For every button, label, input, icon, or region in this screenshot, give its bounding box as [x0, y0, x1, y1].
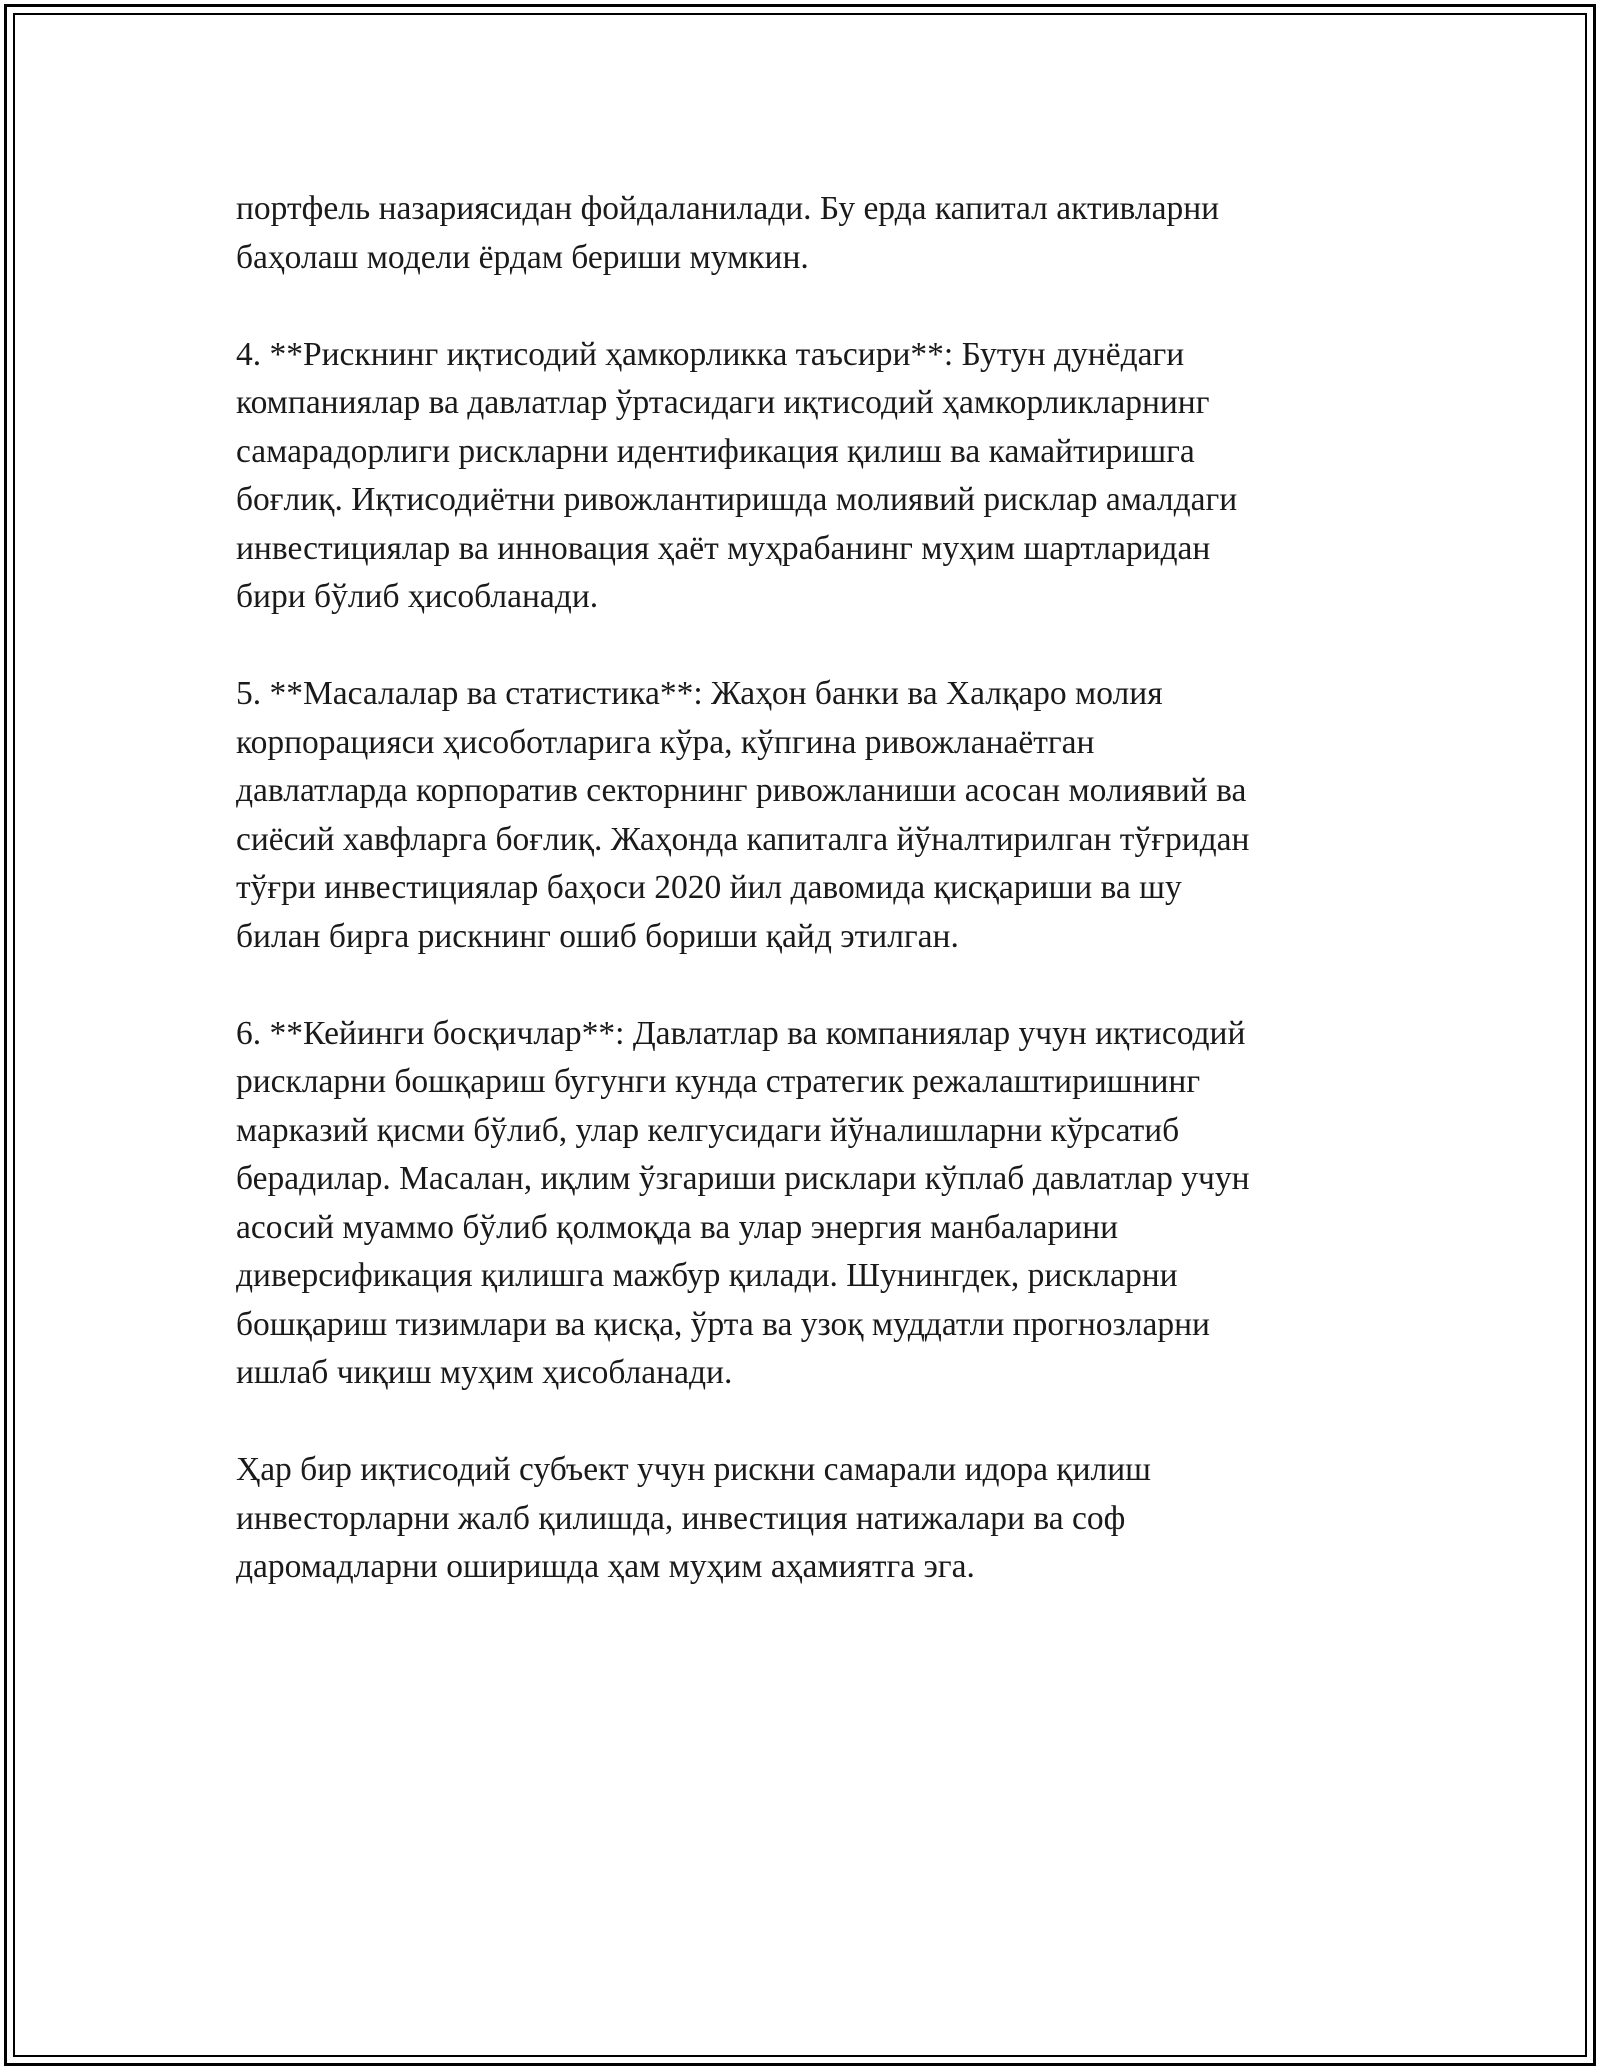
- paragraph-economic-cooperation: 4. **Рискнинг иқтисодий ҳамкорликка таъсири**: Бутун дунёдаги компаниялар ва давлатлар ўртасидаги иқтисодий ҳамкорликларнинг самарадорлиги рискларни идентификация қилиш ва камайтиришга боғлиқ. Иқтисодиётни ривожлантиришда молиявий рисклар амалдаги инвестициялар ва инновация ҳаёт муҳрабанинг муҳим шартларидан бири бўлиб ҳисобланади.: [236, 335, 1238, 615]
- document-body: [236, 185, 1376, 1592]
- paragraph-conclusion: Ҳар бир иқтисодий субъект учун рискни самарали идора қилиш инвесторларни жалб қилишда, инвестиция натижалари ва соф даромадларни оширишда ҳам муҳим аҳамиятга эга.: [236, 1451, 1151, 1585]
- paragraph-portfolio-theory: портфель назариясидан фойдаланилади. Бу ерда капитал активларни баҳолаш модели ёрдам бериши мумкин.: [236, 190, 1220, 276]
- paragraph-next-steps: 6. **Кейинги босқичлар**: Давлатлар ва компаниялар учун иқтисодий рискларни бошқариш бугунги кунда стратегик режалаштиришнинг марказий қисми бўлиб, улар келгусидаги йўналишларни кўрсатиб берадилар. Масалан, иқлим ўзгариши рисклари кўплаб давлатлар учун асосий муаммо бўлиб қолмоқда ва улар энергия манбаларини диверсификация қилишга мажбур қилади. Шунингдек, рискларни бошқариш тизимлари ва қисқа, ўрта ва узоқ муддатли прогнозларни ишлаб чиқиш муҳим ҳисобланади.: [236, 1014, 1250, 1391]
- paragraph-issues-statistics: 5. **Масалалар ва статистика**: Жаҳон банки ва Халқаро молия корпорацияси ҳисоботларига кўра, кўпгина ривожланаётган давлатларда корпоратив секторнинг ривожланиши асосан молиявий ва сиёсий хавфларга боғлиқ. Жаҳонда капиталга йўналтирилган тўғридан тўғри инвестициялар баҳоси 2020 йил давомида қисқариши ва шу билан бирга рискнинг ошиб бориши қайд этилган.: [236, 675, 1250, 955]
